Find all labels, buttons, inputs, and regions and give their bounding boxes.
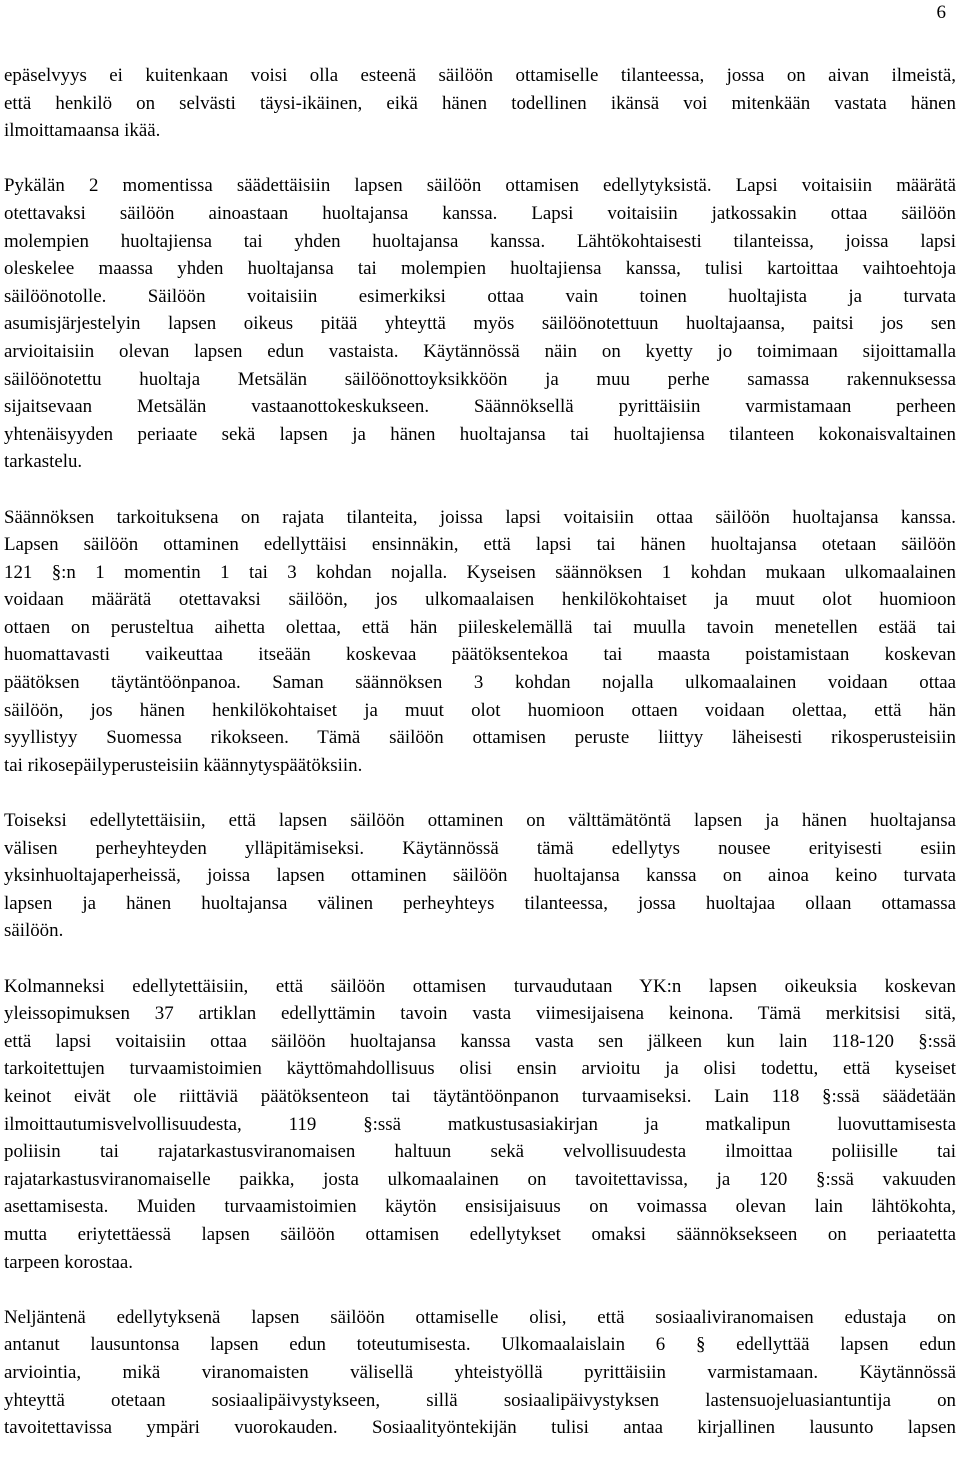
paragraph <box>4 807 956 945</box>
text-line: että lapsi voitaisiin ottaa säilöön huoltajansa kanssa vasta sen jälkeen kun lain 118-120 §:ssä <box>4 1030 956 1052</box>
paragraph <box>4 62 956 145</box>
text-line: Säännöksen tarkoituksena on rajata tilanteita, joissa lapsi voitaisiin ottaa säilöön huoltajansa kanssa. <box>4 506 956 528</box>
text-line: että henkilö on selvästi täysi-ikäinen, eikä hänen todellinen ikänsä voi mitenkään vastata hänen <box>4 92 956 114</box>
text-line: arviointia, mikä viranomaisten välisellä yhteistyöllä pyrittäisiin varmistamaan. Käytännössä <box>4 1361 956 1383</box>
text-line: tarpeen korostaa. <box>4 1251 134 1273</box>
paragraph <box>4 973 956 1277</box>
text-line: välisen perheyhteyden ylläpitämiseksi. Käytännössä tämä edellytys nousee erityisesti esiin <box>4 837 956 859</box>
text-line: säilöönotettu huoltaja Metsälän säilöönottoyksikköön ja muu perhe samassa rakennuksessa <box>4 368 956 390</box>
text-line: mutta eriytettäessä lapsen säilöön ottamisen edellytykset omaksi säännöksekseen on periaatetta <box>4 1223 956 1245</box>
text-line: tai rikosepäilyperusteisiin käännytyspäätöksiin. <box>4 754 363 776</box>
text-line: poliisin tai rajatarkastusviranomaisen haltuun sekä velvollisuudesta ilmoittaa poliisille tai <box>4 1141 956 1163</box>
text-line: oleskelee maassa yhden huoltajansa tai molempien huoltajiensa kanssa, tulisi kartoittaa vaihtoehtoja <box>4 258 956 280</box>
text-line: arvioitaisiin olevan lapsen edun vastaista. Käytännössä näin on kyetty jo toimimaan sijoittamalla <box>4 340 956 362</box>
text-line: asettamisesta. Muiden turvaamistoimien käytön ensisijaisuus on voimassa olevan lain lähtökohta, <box>4 1196 956 1218</box>
text-line: sijaitsevaan Metsälän vastaanottokeskukseen. Säännöksellä pyrittäisiin varmistamaan perheen <box>4 396 956 418</box>
text-line: tavoitettavissa ympäri vuorokauden. Sosiaalityöntekijän tulisi antaa kirjallinen lausunto lapsen <box>4 1417 956 1439</box>
text-line: säilöönotolle. Säilöön voitaisiin esimerkiksi ottaa vain toinen huoltajista ja turvata <box>4 285 956 307</box>
text-line: rajatarkastusviranomaiselle paikka, josta ulkomaalainen on tavoitettavissa, ja 120 §:ssä vakuuden <box>4 1168 956 1190</box>
text-line: yhteyttä otetaan sosiaalipäivystykseen, sillä sosiaalipäivystyksen lastensuojeluasiantuntija on <box>4 1389 956 1411</box>
text-line: lapsen ja hänen huoltajansa välinen perheyhteys tilanteessa, jossa huoltajaa ollaan ottamassa <box>4 892 956 914</box>
text-line: säilöön, jos hänen henkilökohtaiset ja muut olot huomioon ottaen voidaan olettaa, että hän <box>4 699 956 721</box>
text-line: 121 §:n 1 momentin 1 tai 3 kohdan nojalla. Kyseisen säännöksen 1 kohdan mukaan ulkomaalainen <box>4 561 956 583</box>
text-line: otettavaksi säilöön ainoastaan huoltajansa kanssa. Lapsi voitaisiin jatkossakin ottaa säilöön <box>4 202 956 224</box>
text-line: tarkoitettujen turvaamistoimien käyttömahdollisuus olisi ensin arvioitu ja olisi todettu, että kyseiset <box>4 1058 956 1080</box>
text-line: yhtenäisyyden periaate sekä lapsen ja hänen huoltajansa tai huoltajiensa tilanteen kokonaisvaltainen <box>4 423 956 445</box>
text-line: syyllistyy Suomessa rikokseen. Tämä säilöön ottamisen peruste liittyy läheisesti rikosperusteisiin <box>4 727 956 749</box>
text-line: Kolmanneksi edellytettäisiin, että säilöön ottamisen turvaudutaan YK:n lapsen oikeuksia koskevan <box>4 975 956 997</box>
page-number: 6 <box>936 2 946 23</box>
text-line: Lapsen säilöön ottaminen edellyttäisi ensinnäkin, että lapsi tai hänen huoltajansa otetaan säilöön <box>4 534 956 556</box>
text-line: Neljäntenä edellytyksenä lapsen säilöön ottamiselle olisi, että sosiaaliviranomaisen edustaja on <box>4 1306 956 1328</box>
text-line: ottaen on perusteltua aihetta olettaa, että hän piileskelemällä tai muulla tavoin menetellen estää tai <box>4 616 956 638</box>
text-line: Toiseksi edellytettäisiin, että lapsen säilöön ottaminen on välttämätöntä lapsen ja hänen huoltajansa <box>4 810 956 832</box>
paragraph <box>4 1304 956 1442</box>
body-text <box>4 62 956 1469</box>
paragraph <box>4 504 956 780</box>
text-line: tarkastelu. <box>4 451 83 473</box>
text-line: keinot eivät ole riittäviä päätöksenteon tai täytäntöönpanon turvaamiseksi. Lain 118 §:ssä säädetään <box>4 1085 956 1107</box>
text-line: epäselvyys ei kuitenkaan voisi olla esteenä säilöön ottamiselle tilanteessa, jossa on aivan ilmeistä, <box>4 65 956 86</box>
text-line: päätöksen täytäntöönpanoa. Saman säännöksen 3 kohdan nojalla ulkomaalainen voidaan ottaa <box>4 672 956 694</box>
text-line: ilmoittamaansa ikää. <box>4 120 161 142</box>
text-line: molempien huoltajiensa tai yhden huoltajansa kanssa. Lähtökohtaisesti tilanteissa, joissa lapsi <box>4 230 956 252</box>
text-line: voidaan määrätä otettavaksi säilöön, jos ulkomaalaisen henkilökohtaiset ja muut olot huomioon <box>4 589 956 611</box>
text-line: asumisjärjestelyin lapsen oikeus pitää yhteyttä myös säilöönotettuun huoltajaansa, paitsi jos sen <box>4 313 956 335</box>
text-line: yksinhuoltajaperheissä, joissa lapsen ottaminen säilöön huoltajansa kanssa on ainoa keino turvata <box>4 865 956 887</box>
text-line: yleissopimuksen 37 artiklan edellyttämin tavoin vasta viimesijaisena keinona. Tämä merkitsisi sitä, <box>4 1003 956 1025</box>
text-line: huomattavasti vaikeuttaa itseään koskevaa päätöksentekoa tai maasta poistamistaan koskevan <box>4 644 956 666</box>
text-line: Pykälän 2 momentissa säädettäisiin lapsen säilöön ottamisen edellytyksistä. Lapsi voitaisiin määrätä <box>4 175 956 197</box>
text-line: ilmoittautumisvelvollisuudesta, 119 §:ssä matkustusasiakirjan ja matkalipun luovuttamisesta <box>4 1113 956 1135</box>
text-line: antanut lausuntonsa lapsen edun toteutumisesta. Ulkomaalaislain 6 § edellyttää lapsen edun <box>4 1334 956 1356</box>
paragraph <box>4 172 956 476</box>
text-line: säilöön. <box>4 920 64 942</box>
